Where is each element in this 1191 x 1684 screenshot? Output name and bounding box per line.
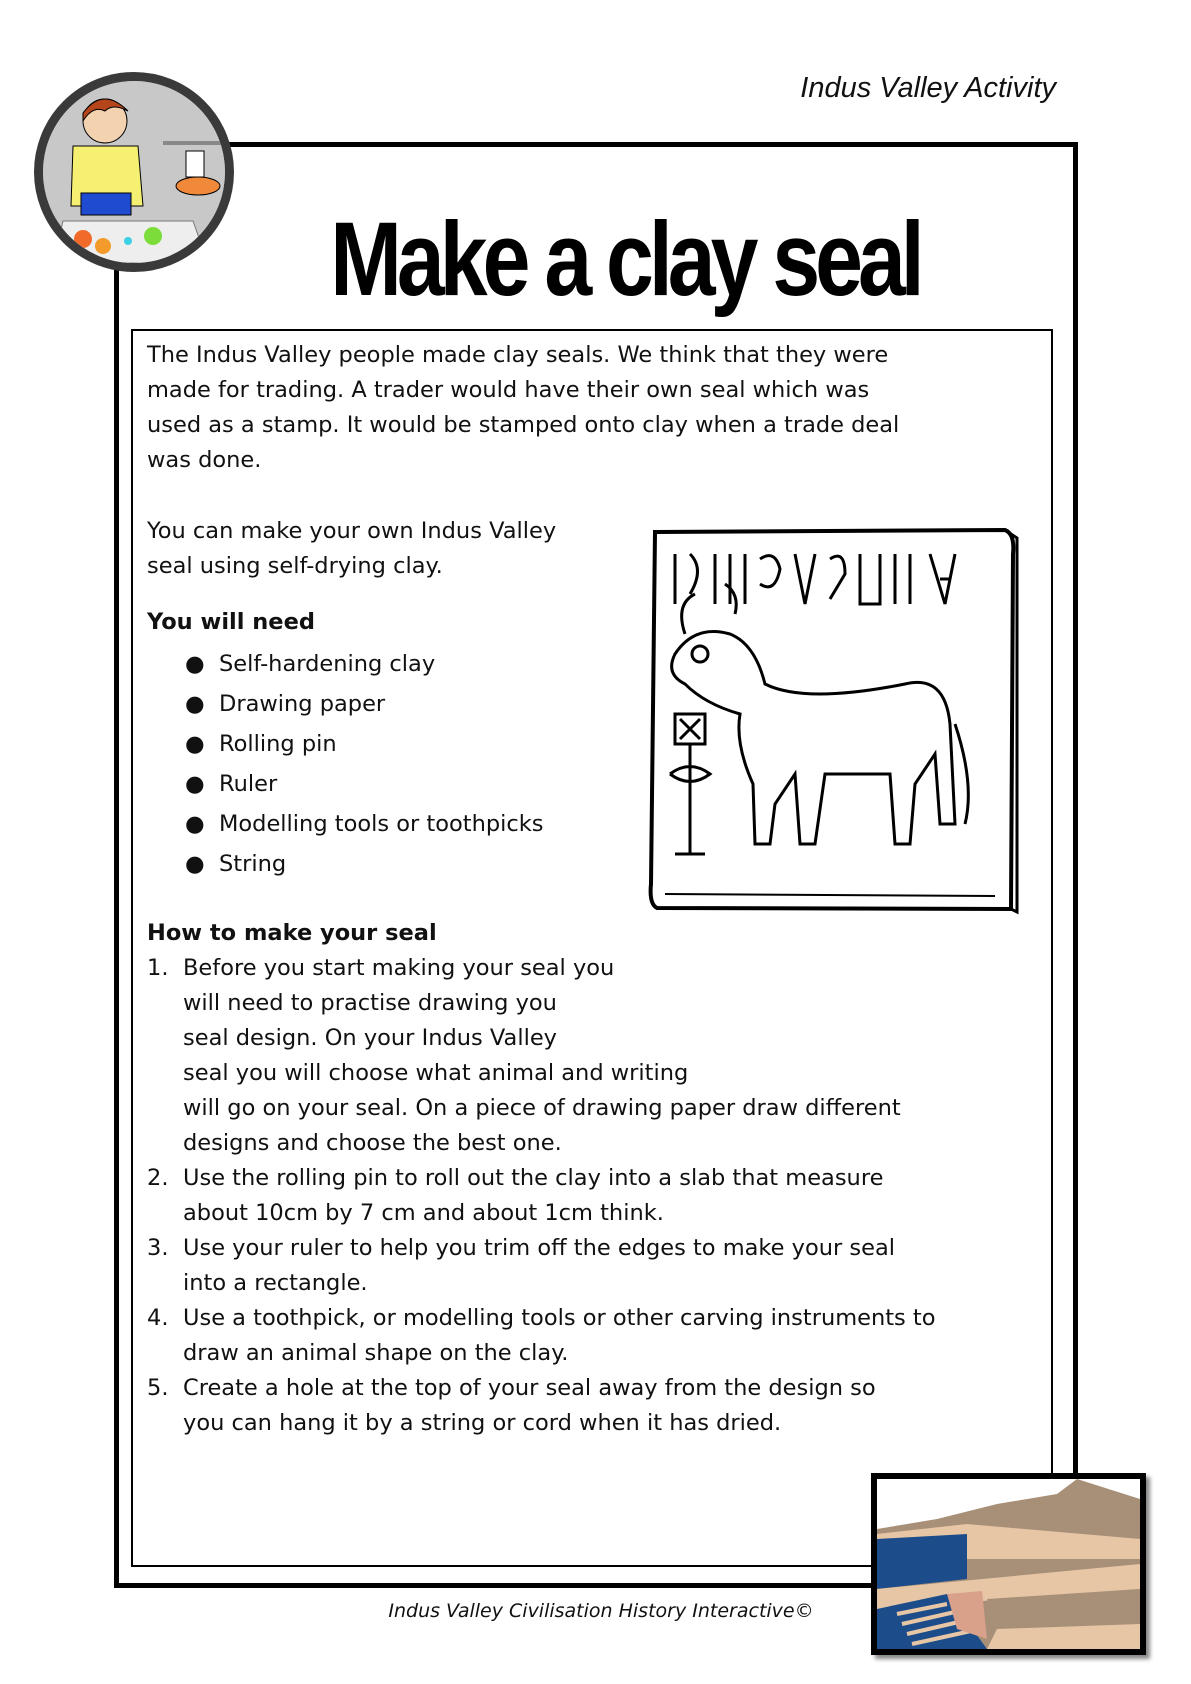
text-line: was done. [147,447,262,473]
list-item [147,844,544,884]
needs-list [147,644,544,884]
method-heading: How to make your seal [147,920,437,946]
list-item-label: String [219,851,287,877]
ruins-illustration [871,1473,1146,1655]
text-line: seal using self-drying clay. [147,553,443,579]
page-title: Make a clay seal [330,201,920,319]
step-text: Use a toothpick, or modelling tools or other carving instruments to [183,1305,936,1331]
list-item [147,764,544,804]
footer-credit: Indus Valley Civilisation History Interactive© [388,1600,814,1622]
step-text: draw an animal shape on the clay. [183,1340,569,1366]
step-number: 1. [147,955,169,981]
list-item [147,684,544,724]
text-line: made for trading. A trader would have their own seal which was [147,377,870,403]
step-text: into a rectangle. [183,1270,368,1296]
step-number: 2. [147,1165,169,1191]
list-item-label: Drawing paper [219,691,386,717]
step-text: designs and choose the best one. [183,1130,562,1156]
header-title: Indus Valley Activity [800,72,1056,104]
step-text: seal design. On your Indus Valley [183,1025,557,1051]
step-text: you can hang it by a string or cord when it has dried. [183,1410,782,1436]
step-text: seal you will choose what animal and writing [183,1060,689,1086]
bullet-icon: ● [185,651,205,677]
bullet-icon: ● [185,851,205,877]
text-line: The Indus Valley people made clay seals. We think that they were [147,342,889,368]
list-item-label: Self-hardening clay [219,651,436,677]
step-text: will need to practise drawing you [183,990,557,1016]
text-line: You can make your own Indus Valley [147,518,557,544]
method-steps [147,951,936,1441]
bullet-icon: ● [185,691,205,717]
bullet-icon: ● [185,811,205,837]
step-number: 3. [147,1235,169,1261]
step-4 [147,1301,936,1371]
step-text: about 10cm by 7 cm and about 1cm think. [183,1200,664,1226]
needs-heading: You will need [147,609,315,635]
intro-paragraph-2 [147,514,556,584]
step-text: Create a hole at the top of your seal away from the design so [183,1375,876,1401]
list-item-label: Rolling pin [219,731,337,757]
step-text: Use the rolling pin to roll out the clay into a slab that measure [183,1165,884,1191]
step-3 [147,1231,936,1301]
list-item [147,804,544,844]
step-2 [147,1161,936,1231]
list-item [147,644,544,684]
step-text: Before you start making your seal you [183,955,615,981]
bullet-icon: ● [185,731,205,757]
indus-seal-illustration [645,524,1020,916]
text-line: used as a stamp. It would be stamped onto clay when a trade deal [147,412,900,438]
step-text: Use your ruler to help you trim off the edges to make your seal [183,1235,895,1261]
step-5 [147,1371,936,1441]
list-item-label: Modelling tools or toothpicks [219,811,544,837]
step-text: will go on your seal. On a piece of drawing paper draw different [183,1095,901,1121]
bullet-icon: ● [185,771,205,797]
step-number: 5. [147,1375,169,1401]
step-1 [147,951,936,1161]
intro-paragraph [147,338,899,478]
step-number: 4. [147,1305,169,1331]
list-item [147,724,544,764]
list-item-label: Ruler [219,771,278,797]
